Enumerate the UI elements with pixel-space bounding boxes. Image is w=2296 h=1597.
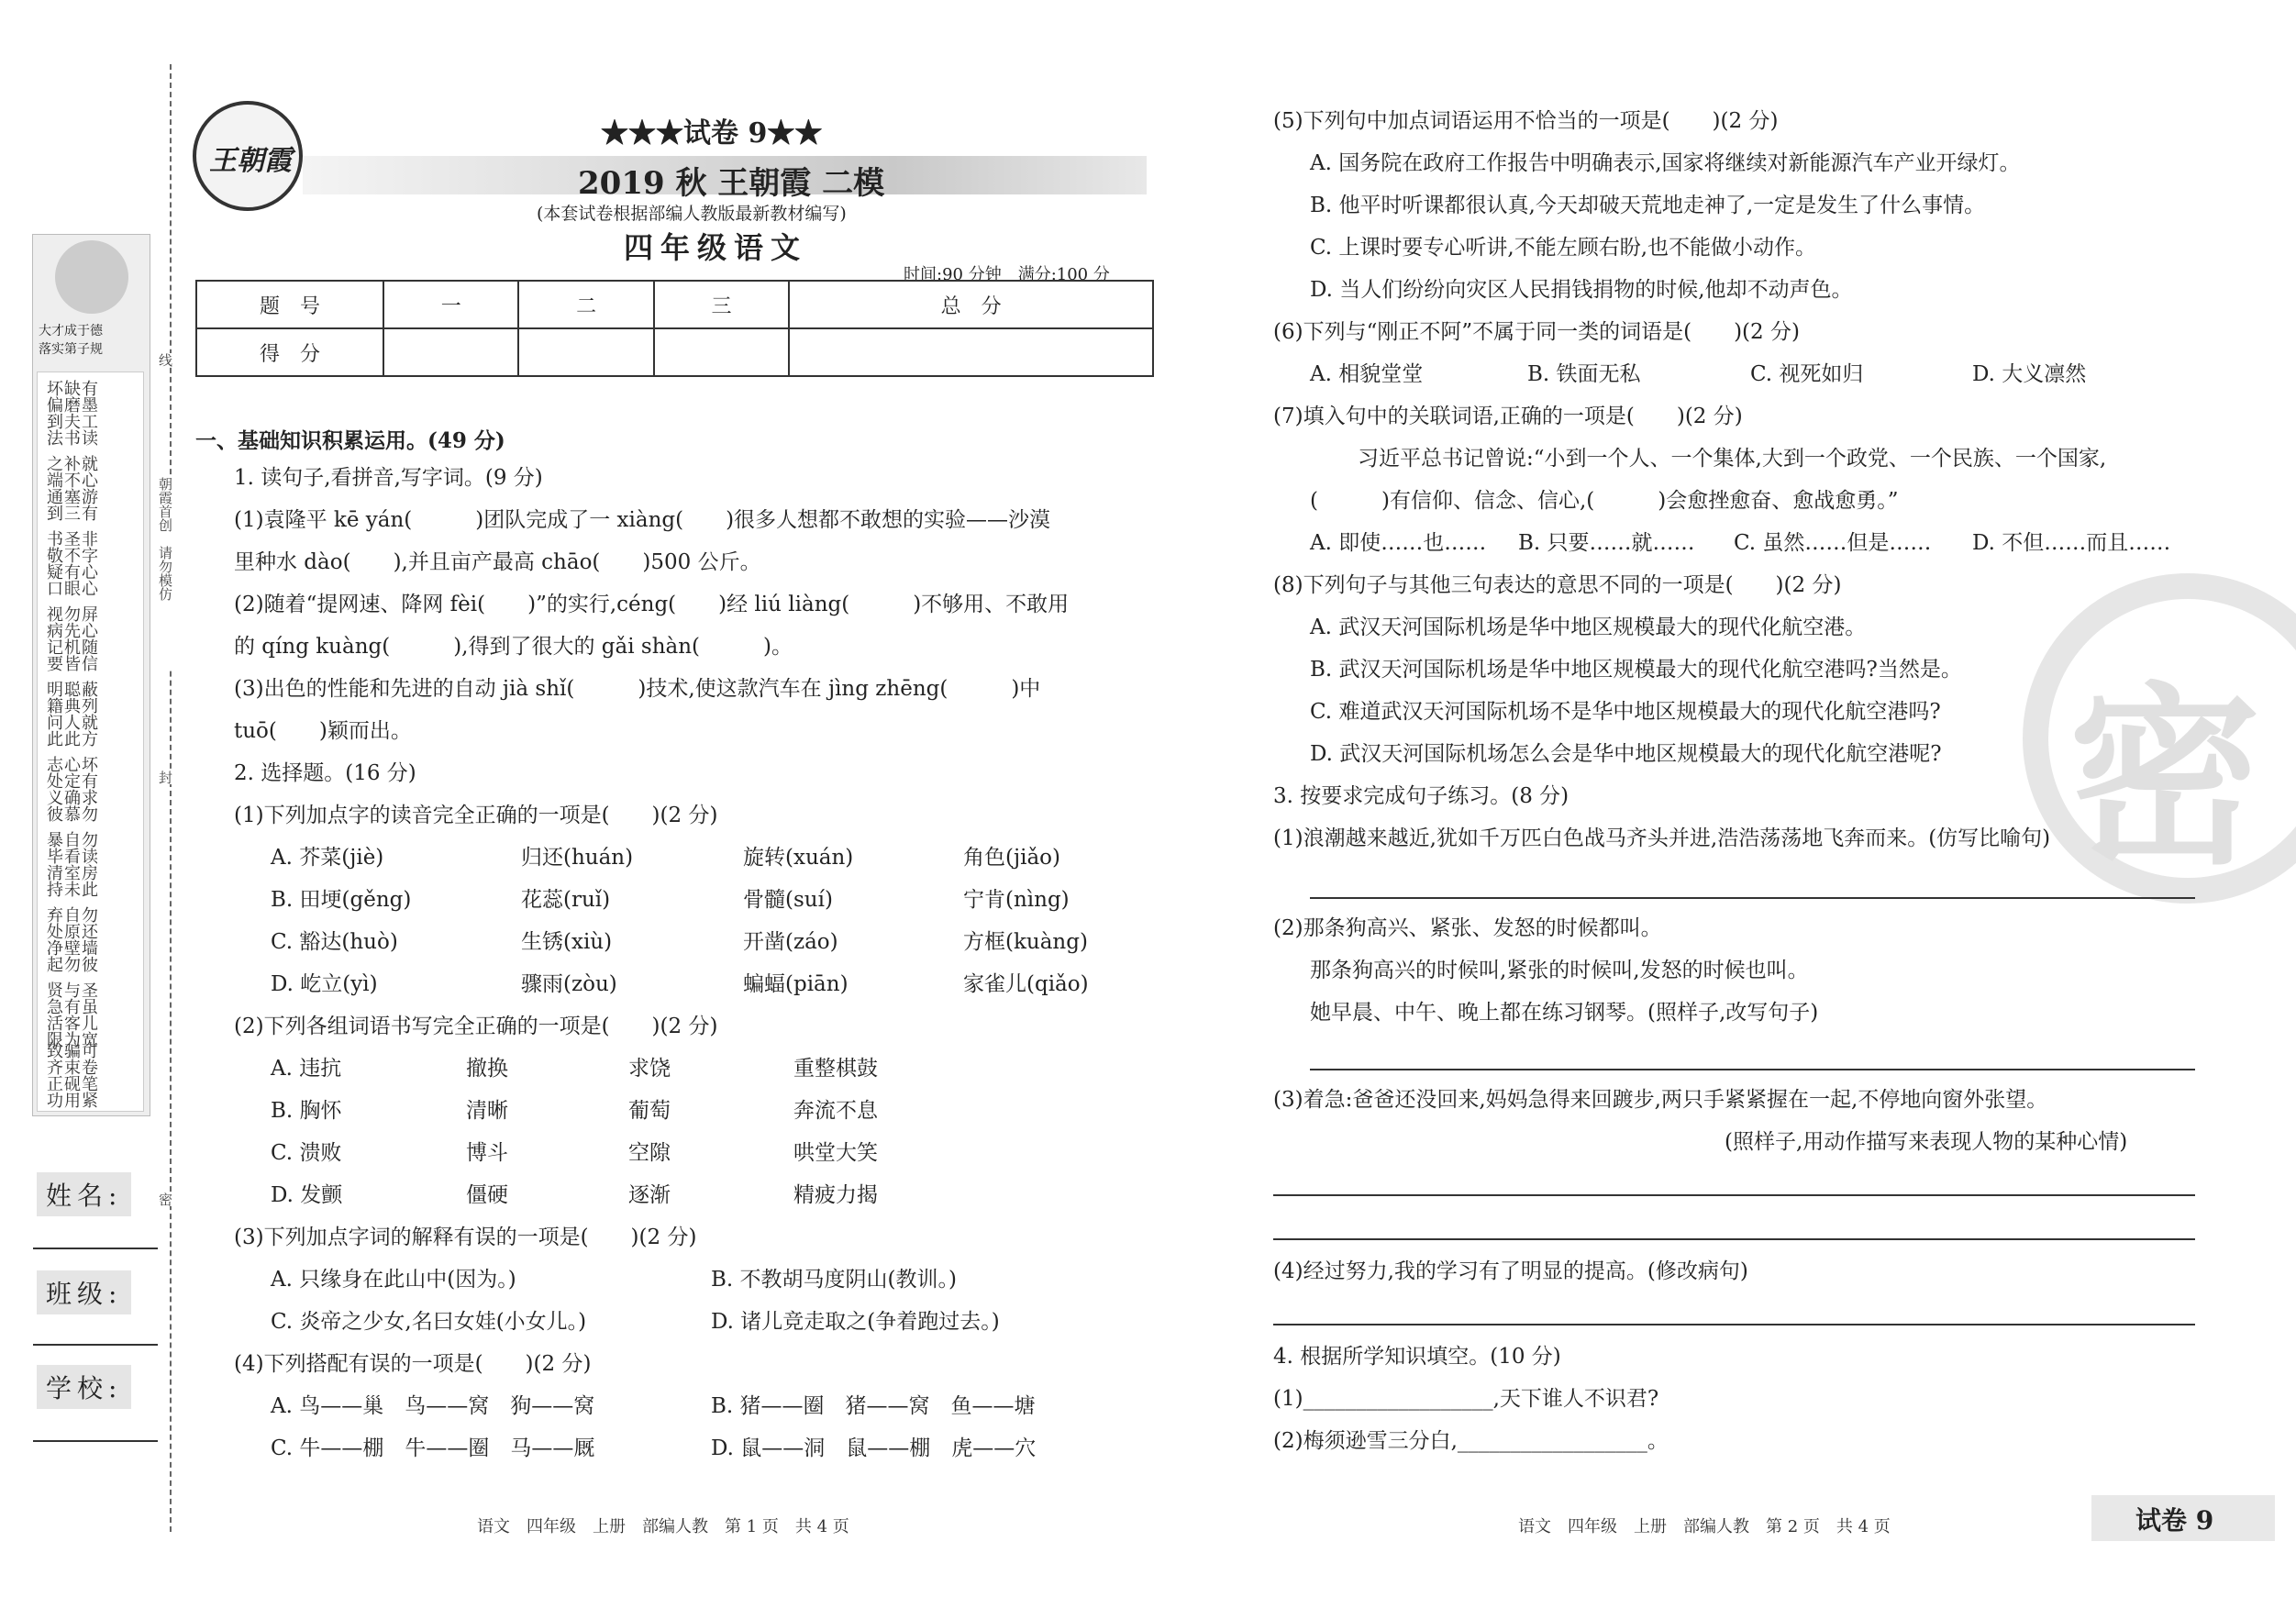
motto-column: 非字心心圣不有眼书敬疑口 <box>44 530 98 596</box>
cut-label-secret: 密 <box>157 1192 173 1206</box>
question-line: 2. 选择题。(16 分) <box>234 761 416 785</box>
question-line: 她早晨、中午、晚上都在练习钢琴。(照样子,改写句子) <box>1310 1001 1819 1025</box>
paper-label: ★★★试卷 9★★ <box>601 117 823 150</box>
question-line: (4)下列搭配有误的一项是( )(2 分) <box>234 1352 592 1376</box>
option-text: 求饶 <box>628 1057 671 1081</box>
section-3-title: 3. 按要求完成句子练习。(8 分) <box>1273 784 1569 808</box>
question-line: (1)袁隆平 kē yán( )团队完成了一 xiàng( )很多人想都不敢想的实验——沙漠 <box>234 508 1051 532</box>
answer-line[interactable] <box>1310 897 2195 899</box>
score-header-cell: 题 号 <box>196 281 383 328</box>
option-text: D. 武汉天河国际机场怎么会是华中地区规模最大的现代化航空港呢? <box>1310 742 1942 766</box>
option-text: B. 武汉天河国际机场是华中地区规模最大的现代化航空港吗?当然是。 <box>1310 658 1962 682</box>
option-text: 哄堂大笑 <box>793 1141 878 1165</box>
motto-column: 有墨工读缺磨夫书坏偏到法 <box>44 380 98 446</box>
question-line: 习近平总书记曾说:“小到一个人、一个集体,大到一个政党、一个民族、一个国家, <box>1358 447 2107 471</box>
paper-tag-label: 试卷 9 <box>2135 1505 2214 1536</box>
option-text: 旋转(xuán) <box>743 846 854 870</box>
cut-label-line: 线 <box>157 353 173 367</box>
motto-column: 就心游有补不塞三之端通到 <box>44 455 98 521</box>
cut-label-notice: 朝霞首创 请勿模仿 <box>156 477 175 670</box>
score-cell[interactable] <box>518 328 653 376</box>
option-text: B. 田埂(gěng) <box>271 888 412 912</box>
brand-logo-text: 王朝霞 <box>209 145 292 177</box>
sidebar-banner-top: 大才成于德 <box>39 324 103 338</box>
score-header-cell: 一 <box>383 281 518 328</box>
answer-line[interactable] <box>1273 1324 2195 1325</box>
question-line: 的 qíng kuàng( ),得到了很大的 gǎi shàn( )。 <box>234 635 793 659</box>
option-text: D. 大义凛然 <box>1972 362 2087 386</box>
option-text: 清晰 <box>466 1099 508 1123</box>
question-line: (6)下列与“刚正不阿”不属于同一类的词语是( )(2 分) <box>1273 320 1800 344</box>
score-cell[interactable] <box>654 328 789 376</box>
motto-column: 蔽列就方聪典人此明籍问此 <box>44 681 98 747</box>
grade-title: 四年级语文 <box>624 230 808 265</box>
watermark-char: 密 <box>2069 664 2262 891</box>
option-text: B. 猪——圈 猪——窝 鱼——塘 <box>711 1394 1036 1418</box>
option-text: 花蕊(ruǐ) <box>521 888 611 912</box>
option-text: C. 豁达(huò) <box>271 930 398 954</box>
fill-blank-line: (1)__________________,天下谁人不识君? <box>1273 1387 1659 1411</box>
motto-column: 圣虽儿宽与有客为贤急活限 <box>44 981 98 1048</box>
question-line: 里种水 dào( ),并且亩产最高 chāo( )500 公斤。 <box>234 550 761 574</box>
option-text: A. 鸟——巢 鸟——窝 狗——窝 <box>271 1394 595 1418</box>
motto-box <box>37 372 144 1112</box>
option-text: 奔流不息 <box>793 1099 878 1123</box>
option-text: A. 国务院在政府工作报告中明确表示,国家将继续对新能源汽车产业开绿灯。 <box>1310 151 2021 175</box>
option-text: 宁肯(nìng) <box>963 888 1070 912</box>
question-line: (7)填入句中的关联词语,正确的一项是( )(2 分) <box>1273 405 1743 428</box>
answer-line[interactable] <box>1273 1194 2195 1196</box>
cut-label-seal: 封 <box>157 771 173 784</box>
option-text: 蝙蝠(piān) <box>743 972 849 996</box>
option-text: B. 只要……就…… <box>1518 531 1695 555</box>
option-text: A. 相貌堂堂 <box>1310 362 1424 386</box>
sidebar-banner-bottom: 落实第子规 <box>39 342 103 357</box>
answer-line[interactable] <box>1310 1069 2195 1070</box>
option-text: 逐渐 <box>628 1183 671 1207</box>
option-text: B. 他平时听课都很认真,今天却破天荒地走神了,一定是发生了什么事情。 <box>1310 194 1986 217</box>
score-table-row <box>196 328 1153 376</box>
question-line: (8)下列句子与其他三句表达的意思不同的一项是( )(2 分) <box>1273 573 1842 597</box>
option-text: C. 溃败 <box>271 1141 342 1165</box>
option-text: 博斗 <box>466 1141 508 1165</box>
score-header-cell: 三 <box>654 281 789 328</box>
section-1-title: 一、基础知识积累运用。(49 分) <box>195 428 505 453</box>
section-4-title: 4. 根据所学知识填空。(10 分) <box>1273 1345 1561 1369</box>
question-line: (3)下列加点字词的解释有误的一项是( )(2 分) <box>234 1225 697 1249</box>
option-text: D. 发颤 <box>271 1183 343 1207</box>
option-text: A. 芥菜(jiè) <box>271 846 384 870</box>
option-text: C. 炎帝之少女,名曰女娃(小女儿。) <box>271 1310 587 1334</box>
option-text: D. 鼠——洞 鼠——棚 虎——穴 <box>711 1436 1037 1460</box>
fill-blank-line: (2)梅须逊雪三分白,__________________。 <box>1273 1429 1669 1453</box>
question-line: ( )有信仰、信念、信心,( )会愈挫愈奋、愈战愈勇。” <box>1310 489 1899 513</box>
option-text: D. 屹立(yì) <box>271 972 378 996</box>
option-text: 精疲力揭 <box>793 1183 878 1207</box>
question-line: (2)随着“提网速、降网 fèi( )”的实行,céng( )经 liú liàng( )不够用、不敢用 <box>234 593 1070 616</box>
cut-line <box>170 64 172 1532</box>
option-text: C. 上课时要专心听讲,不能左顾右盼,也不能做小动作。 <box>1310 236 1817 260</box>
question-line: (1)浪潮越来越近,犹如千万匹白色战马齐头并进,浩浩荡荡地飞奔而来。(仿写比喻句) <box>1273 826 2051 850</box>
exam-title: 2019 秋 王朝霞 二模 <box>578 165 885 202</box>
question-line: 那条狗高兴的时候叫,紧张的时候叫,发怒的时候也叫。 <box>1310 959 1809 982</box>
option-text: 僵硬 <box>466 1183 508 1207</box>
question-line: (照样子,用动作描写来表现人物的某种心情) <box>1725 1130 2128 1154</box>
option-text: D. 当人们纷纷向灾区人民捐钱捐物的时候,他却不动声色。 <box>1310 278 1853 302</box>
scholar-illustration <box>55 240 128 314</box>
question-line: (5)下列句中加点词语运用不恰当的一项是( )(2 分) <box>1273 109 1779 133</box>
name-label: 姓名: <box>37 1172 131 1216</box>
option-text: A. 即使……也…… <box>1310 531 1487 555</box>
exam-note: (本套试卷根据部编人教版最新教材编写) <box>537 204 847 224</box>
question-line: (2)那条狗高兴、紧张、发怒的时候都叫。 <box>1273 916 1662 940</box>
option-text: 开凿(záo) <box>743 930 838 954</box>
option-text: 归还(huán) <box>521 846 634 870</box>
score-header-cell: 总 分 <box>789 281 1153 328</box>
option-text: C. 虽然……但是…… <box>1734 531 1932 555</box>
time-info: 时间:90 分钟 满分:100 分 <box>904 265 1110 284</box>
question-line: tuō( )颖而出。 <box>234 719 412 743</box>
question-line: (3)着急:爸爸还没回来,妈妈急得来回踱步,两只手紧紧握在一起,不停地向窗外张望。 <box>1273 1088 2048 1112</box>
answer-line[interactable] <box>1273 1238 2195 1240</box>
option-text: B. 不教胡马度阴山(教训。) <box>711 1268 957 1292</box>
option-text: D. 诸儿竞走取之(争着跑过去。) <box>711 1310 1000 1334</box>
score-table-header-row <box>196 281 1153 328</box>
question-line: (2)下列各组词语书写完全正确的一项是( )(2 分) <box>234 1015 718 1038</box>
option-text: 空隙 <box>628 1141 671 1165</box>
option-text: A. 只缘身在此山中(因为。) <box>271 1268 516 1292</box>
motto-column: 坏有求勿心定确慕志处义彼 <box>44 756 98 822</box>
option-text: B. 胸怀 <box>271 1099 342 1123</box>
score-table <box>195 280 1154 377</box>
motto-column: 勿读房此自看室未暴毕清持 <box>44 831 98 897</box>
class-label: 班级: <box>37 1270 131 1314</box>
option-text: 家雀儿(qiǎo) <box>963 972 1089 996</box>
option-text: A. 违抗 <box>271 1057 342 1081</box>
score-header-cell: 二 <box>518 281 653 328</box>
name-field[interactable] <box>33 1248 158 1249</box>
question-line: (4)经过努力,我的学习有了明显的提高。(修改病句) <box>1273 1259 1748 1283</box>
school-field[interactable] <box>33 1440 158 1442</box>
option-text: 方框(kuàng) <box>963 930 1088 954</box>
motto-column: 屏心随信勿先机皆视病记要 <box>44 605 98 671</box>
option-text: 骤雨(zòu) <box>521 972 617 996</box>
option-text: A. 武汉天河国际机场是华中地区规模最大的现代化航空港。 <box>1310 616 1867 639</box>
option-text: C. 牛——棚 牛——圈 马——厩 <box>271 1436 595 1460</box>
option-text: 生锈(xiù) <box>521 930 613 954</box>
option-text: B. 铁面无私 <box>1527 362 1641 386</box>
option-text: C. 难道武汉天河国际机场不是华中地区规模最大的现代化航空港吗? <box>1310 700 1941 724</box>
school-label: 学校: <box>37 1365 131 1409</box>
score-row-label: 得 分 <box>196 328 383 376</box>
class-field[interactable] <box>33 1344 158 1346</box>
motto-column: 可卷笔紧骗束砚用致齐正功 <box>44 1042 98 1108</box>
option-text: 骨髓(suí) <box>743 888 833 912</box>
option-text: C. 视死如归 <box>1750 362 1864 386</box>
question-line: (3)出色的性能和先进的自动 jià shǐ( )技术,使这款汽车在 jìng zhēng( )中 <box>234 677 1041 701</box>
question-line: (1)下列加点字的读音完全正确的一项是( )(2 分) <box>234 804 718 827</box>
option-text: 葡萄 <box>628 1099 671 1123</box>
motto-column: 勿还墙彼自原壁勿弃处净起 <box>44 906 98 972</box>
page-footer: 语文 四年级 上册 部编人教 第 2 页 共 4 页 <box>1518 1517 1891 1536</box>
option-text: 角色(jiǎo) <box>963 846 1060 870</box>
score-cell[interactable] <box>789 328 1153 376</box>
option-text: D. 不但……而且…… <box>1972 531 2171 555</box>
question-line: 1. 读句子,看拼音,写字词。(9 分) <box>234 466 543 490</box>
option-text: 重整棋鼓 <box>793 1057 878 1081</box>
score-cell[interactable] <box>383 328 518 376</box>
option-text: 撤换 <box>466 1057 508 1081</box>
page-footer: 语文 四年级 上册 部编人教 第 1 页 共 4 页 <box>477 1517 849 1536</box>
